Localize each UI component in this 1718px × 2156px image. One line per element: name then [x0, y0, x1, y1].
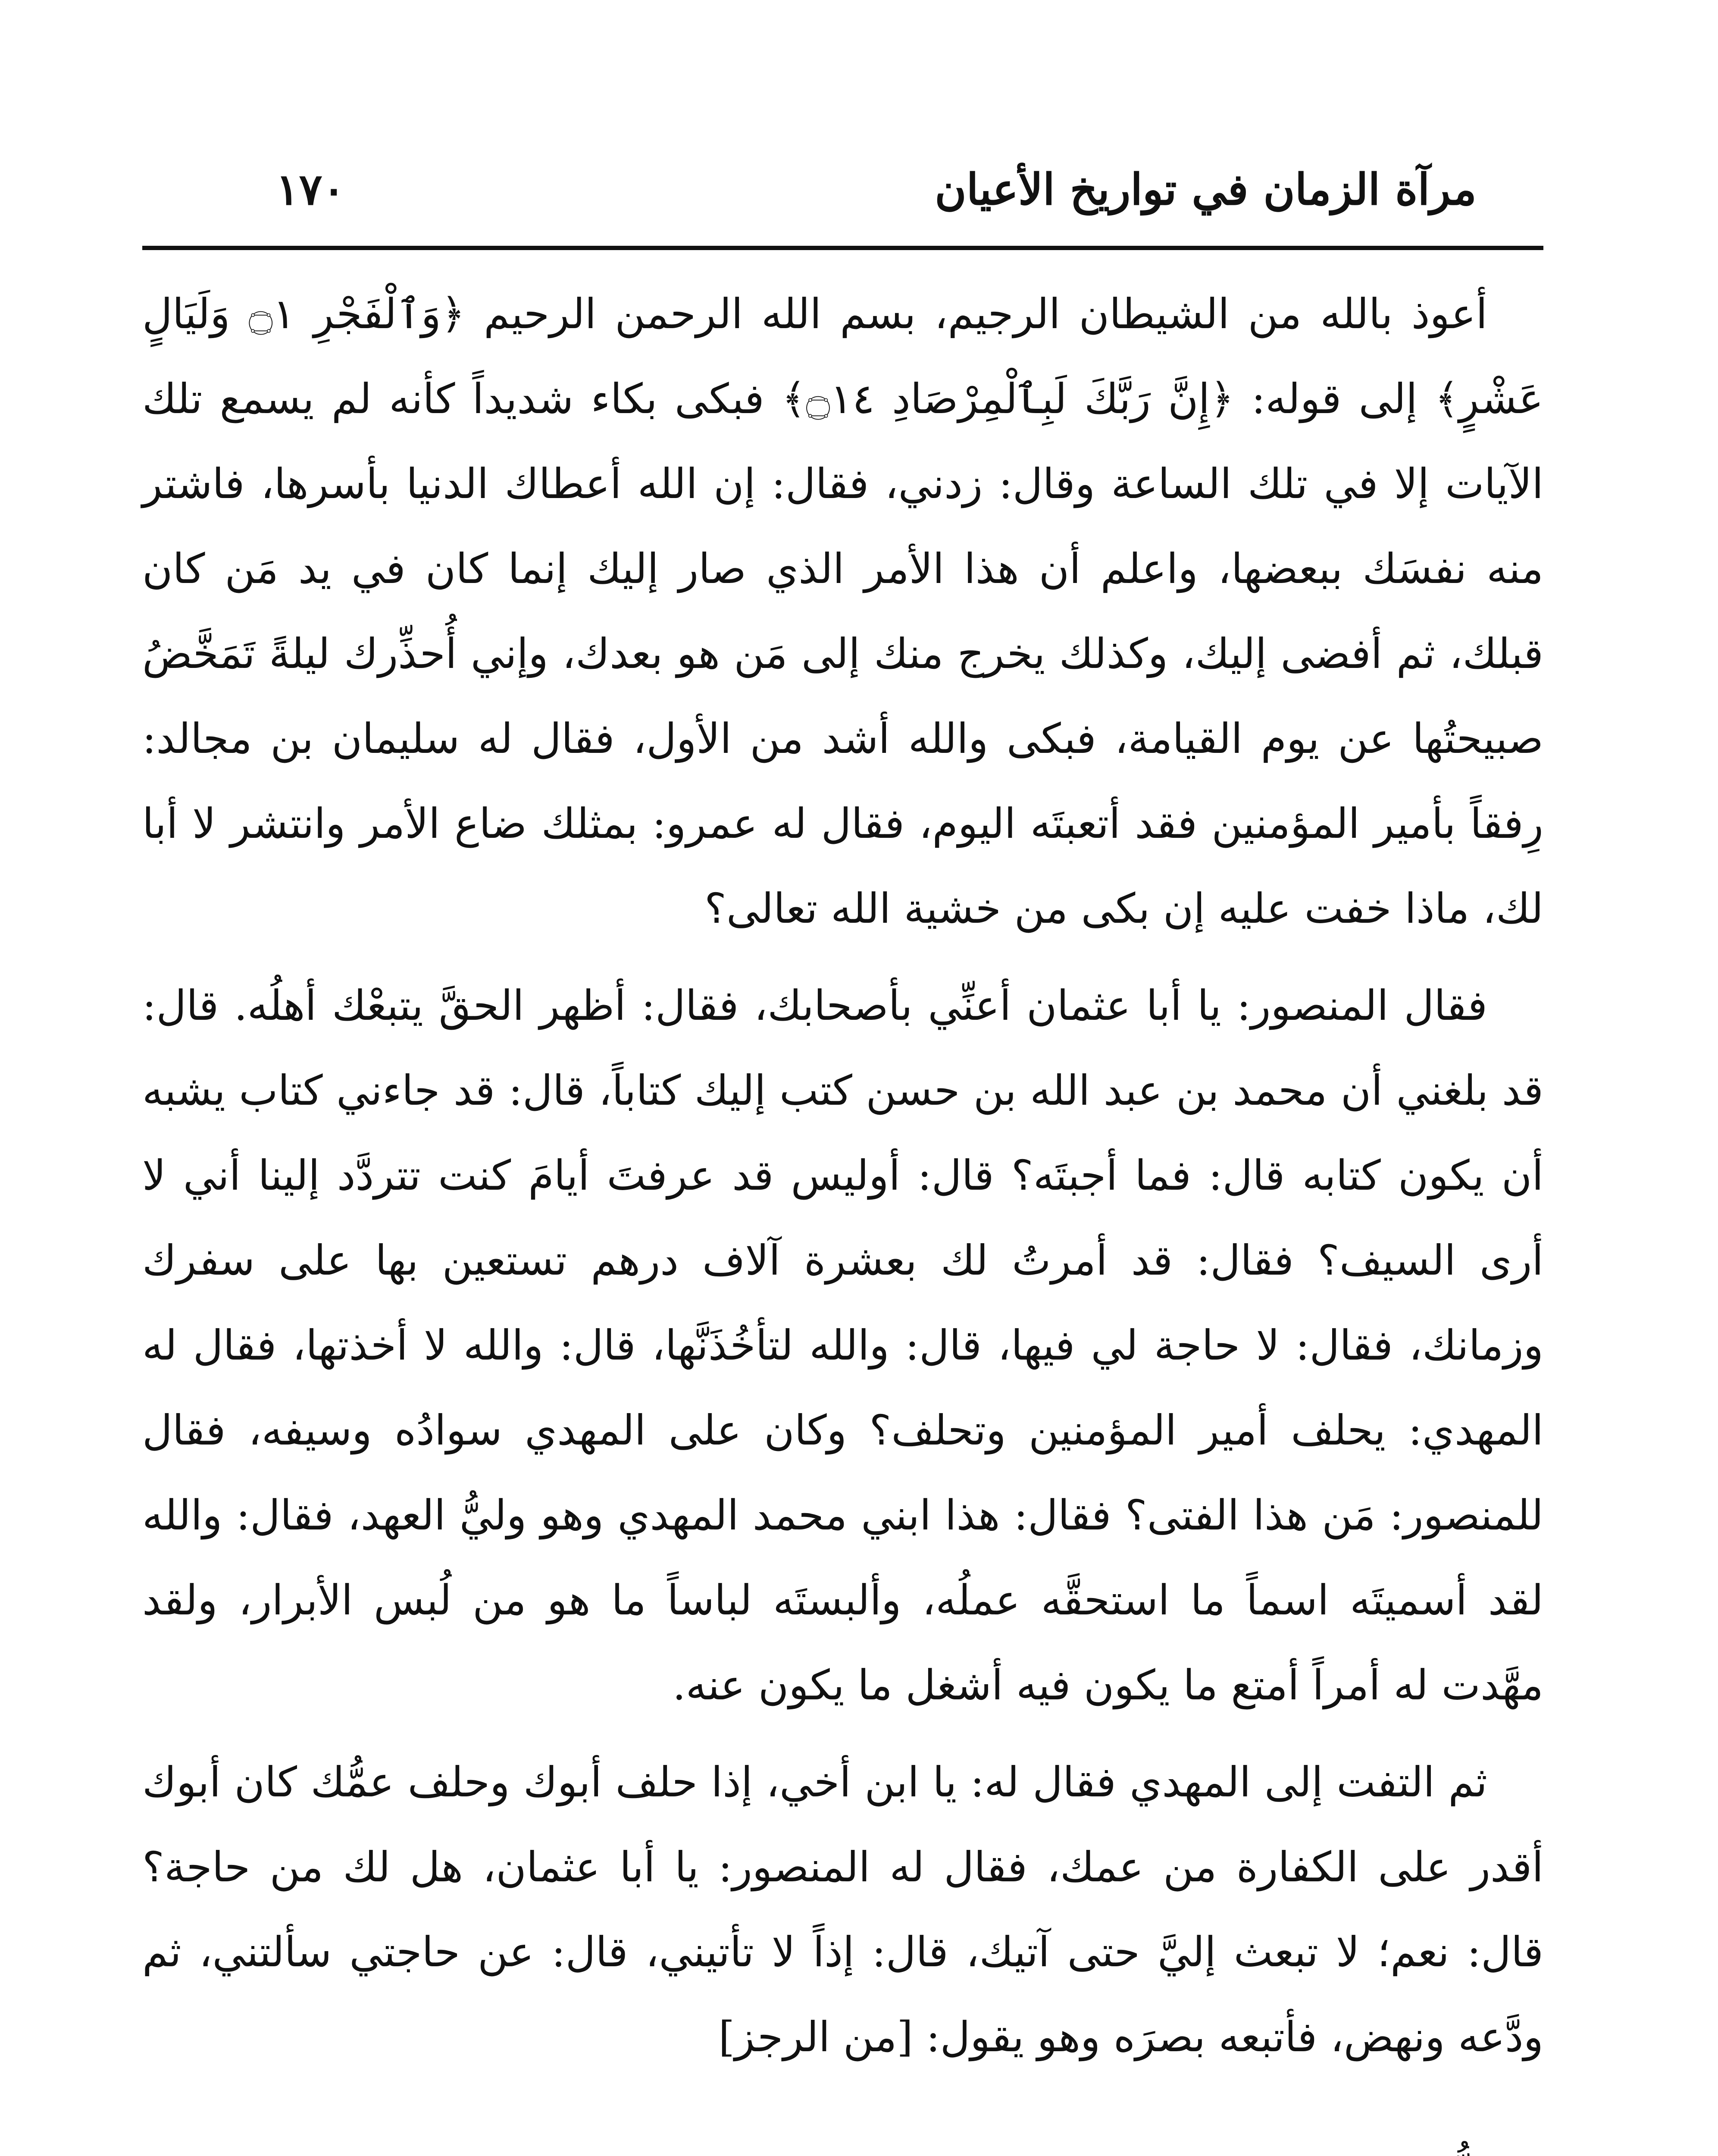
verse-right-hemistich	[993, 2147, 1526, 2156]
paragraph-2: فقال المنصور: يا أبا عثمان أعنِّي بأصحابك، فقال: أظهر الحقَّ يتبعْك أهلُه. قال: قد بلغني أن محمد بن عبد الله بن حسن كتب إليك كتاباً، قال: قد جاءني كتاب يشبه أن يكون كتابه قال: فما أجبتَه؟ قال: أوليس قد عرفتَ أيامَ كنت تتردَّد إلينا أني لا أرى السيف؟ فقال: قد أمرتُ لك بعشرة آلاف درهم تستعين بها على سفرك وزمانك، فقال: لا حاجة لي فيها، قال: والله لتأخُذَنَّها، قال: والله لا أخذتها، فقال له المهدي: يحلف أمير المؤمنين وتحلف؟ وكان على المهدي سوادُه وسيفه، فقال للمنصور: مَن هذا الفتى؟ فقال: هذا ابني محمد المهدي وهو وليُّ العهد، فقال: والله لقد أسميتَه اسماً ما استحقَّه عملُه، وألبستَه لباساً ما هو من لُبس الأبرار، ولقد مهَّدت له أمراً أمتع ما يكون فيه أشغل ما يكون عنه.	[142, 981, 1544, 1709]
main-text	[142, 272, 1543, 2092]
verse-line-1	[142, 2147, 1543, 2156]
verse-left-hemistich	[160, 2147, 763, 2156]
running-head-title: مرآة الزمان في تواريخ الأعيان	[935, 164, 1477, 215]
poem-verses	[142, 2147, 1543, 2156]
paragraph-3: ثم التفت إلى المهدي فقال له: يا ابن أخي، إذا حلف أبوك وحلف عمُّك كان أبوك أقدر على الكفارة من عمك، فقال له المنصور: يا أبا عثمان، هل لك من حاجة؟ قال: نعم؛ لا تبعث إليَّ حتى آتيك، قال: إذاً لا تأتيني، قال: عن حاجتي سألتني، ثم ودَّعه ونهض، فأتبعه بصرَه وهو يقول: [من الرجز]	[142, 1758, 1543, 2061]
header-rule	[142, 246, 1543, 250]
paragraph-1: أعوذ بالله من الشيطان الرجيم، بسم الله الرحمن الرحيم ﴿وَٱلْفَجْرِ ۝١ وَلَيَالٍ عَشْرٍ﴾ إلى قوله: ﴿إِنَّ رَبَّكَ لَبِٱلْمِرْصَادِ ۝١٤﴾ فبكى بكاء شديداً كأنه لم يسمع تلك الآيات إلا في تلك الساعة وقال: زدني، فقال: إن الله أعطاك الدنيا بأسرها، فاشتر منه نفسَك ببعضها، واعلم أن هذا الأمر الذي صار إليك إنما كان في يد مَن كان قبلك، ثم أفضى إليك، وكذلك يخرج منك إلى مَن هو بعدك، وإني أُحذِّرك ليلةً تَمَخَّضُ صبيحتُها عن يوم القيامة، فبكى والله أشد من الأول، فقال له سليمان بن مجالد: رِفقاً بأمير المؤمنين فقد أتعبتَه اليوم، فقال له عمرو: بمثلك ضاع الأمر وانتشر لا أبا لك، ماذا خفت عليه إن بكى من خشية الله تعالى؟	[142, 290, 1544, 933]
page-number: ١٧٠	[276, 164, 346, 215]
